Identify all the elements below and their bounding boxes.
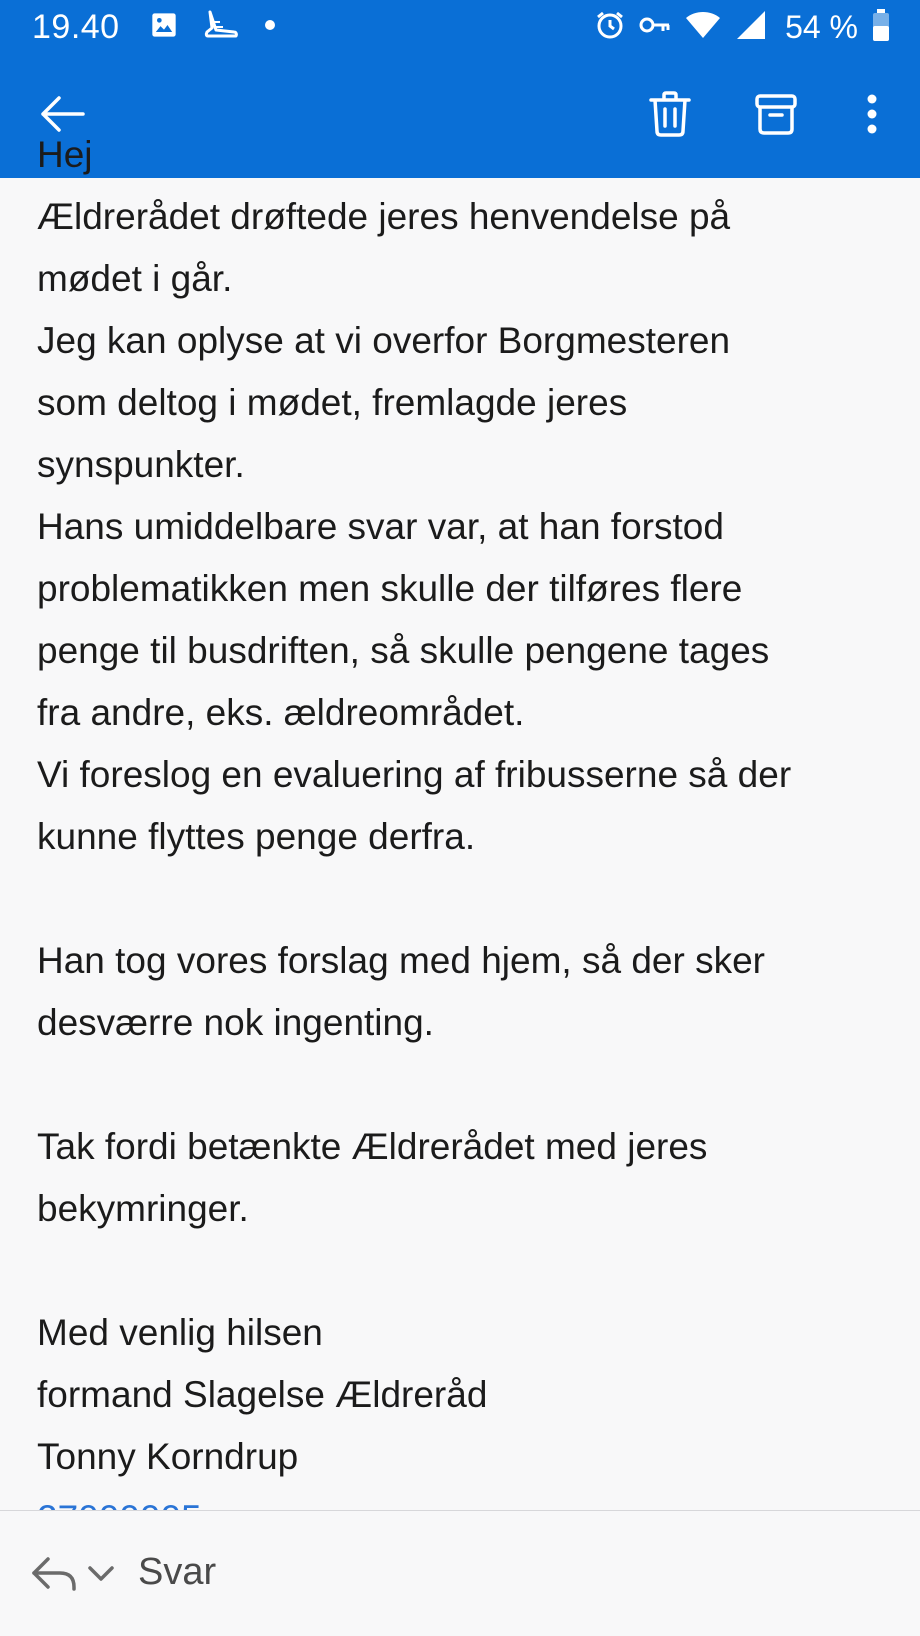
reply-bar[interactable] bbox=[0, 1511, 920, 1636]
status-system-icons bbox=[595, 8, 890, 46]
body-line: penge til busdriften, så skulle pengene tages bbox=[37, 630, 770, 671]
image-icon bbox=[150, 11, 178, 44]
body-line: problematikken men skulle der tilføres flere bbox=[37, 568, 743, 609]
battery-icon bbox=[872, 9, 890, 46]
blank-line bbox=[37, 1240, 897, 1302]
blank-line bbox=[37, 868, 897, 930]
body-line: Jeg kan oplyse at vi overfor Borgmesteren bbox=[37, 320, 731, 361]
blank-line bbox=[37, 1054, 897, 1116]
body-line: bekymringer. bbox=[37, 1188, 249, 1229]
signature-line: formand Slagelse Ældreråd bbox=[37, 1374, 488, 1415]
signature-line: Med venlig hilsen bbox=[37, 1312, 323, 1353]
body-line: Han tog vores forslag med hjem, så der sker bbox=[37, 940, 765, 981]
dot-icon bbox=[264, 18, 276, 36]
status-time: 19.40 bbox=[32, 8, 120, 46]
key-icon bbox=[639, 13, 671, 42]
status-bar bbox=[0, 0, 920, 54]
body-line: desværre nok ingenting. bbox=[37, 1002, 434, 1043]
wifi-icon bbox=[685, 10, 721, 45]
reply-label[interactable]: Svar bbox=[138, 1551, 217, 1593]
body-line: Vi foreslog en evaluering af fribusserne så der bbox=[37, 754, 792, 795]
status-notification-icons bbox=[150, 10, 276, 44]
greeting-line: Hej bbox=[37, 134, 93, 175]
body-line: mødet i går. bbox=[37, 258, 233, 299]
body-line: som deltog i mødet, fremlagde jeres bbox=[37, 382, 628, 423]
battery-percent: 54 % bbox=[785, 8, 858, 45]
chevron-down-icon[interactable] bbox=[86, 1559, 116, 1589]
body-line: Tak fordi betænkte Ældrerådet med jeres bbox=[37, 1126, 708, 1167]
body-line: Ældrerådet drøftede jeres henvendelse på bbox=[37, 196, 731, 237]
signature-line: Tonny Korndrup bbox=[37, 1436, 299, 1477]
signal-icon bbox=[735, 9, 767, 46]
email-body[interactable] bbox=[0, 134, 920, 1510]
body-line: synspunkter. bbox=[37, 444, 245, 485]
body-line: Hans umiddelbare svar var, at han forstod bbox=[37, 506, 724, 547]
reply-icon[interactable] bbox=[30, 1549, 78, 1597]
email-text bbox=[37, 124, 897, 1550]
alarm-icon bbox=[595, 10, 625, 45]
body-line: kunne flyttes penge derfra. bbox=[37, 816, 476, 857]
sneaker-icon bbox=[204, 10, 238, 45]
body-line: fra andre, eks. ældreområdet. bbox=[37, 692, 525, 733]
